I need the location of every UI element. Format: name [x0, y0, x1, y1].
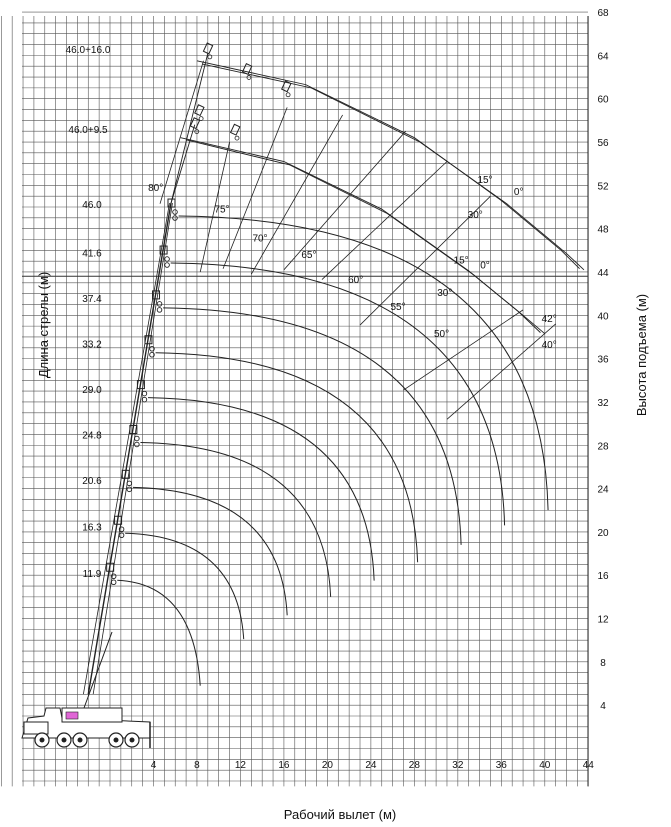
working-range-arc	[156, 353, 418, 562]
y-tick-label: 8	[600, 657, 606, 669]
hook-block	[127, 487, 132, 492]
y-tick-label: 68	[597, 8, 609, 20]
wheel-hub	[130, 738, 135, 743]
hook-block	[247, 75, 251, 79]
angle-label: 42°	[541, 313, 557, 325]
y-tick-label: 28	[597, 441, 609, 453]
angle-label: 0°	[480, 260, 490, 272]
hook-block	[157, 308, 162, 313]
boom-length-label: 16.3	[82, 522, 102, 534]
operator-cab	[66, 712, 78, 719]
hook-block	[165, 263, 170, 268]
y-tick-label: 12	[597, 614, 609, 626]
working-range-arc	[179, 216, 548, 510]
y-tick-label: 56	[597, 138, 609, 150]
y-tick-label: 64	[597, 51, 609, 63]
hook-block	[127, 481, 132, 486]
x-tick-label: 24	[365, 760, 377, 771]
angle-label: 80°	[148, 182, 164, 194]
x-tick-label: 40	[539, 760, 551, 771]
hook-block	[165, 257, 170, 262]
x-tick-label: 8	[194, 760, 200, 771]
x-tick-label: 16	[278, 760, 290, 771]
jib-head	[231, 124, 240, 135]
boom-length-label: 33.2	[82, 339, 102, 351]
x-tick-label: 32	[452, 760, 464, 771]
jib-config-label: 46.0+16.0	[65, 44, 111, 56]
angle-label: 65°	[301, 249, 317, 261]
x-tick-label: 4	[150, 760, 157, 771]
angle-label: 55°	[390, 301, 406, 313]
hook-block	[135, 436, 140, 441]
boom-length-label: 41.6	[82, 248, 102, 260]
y-tick-label: 20	[597, 527, 609, 539]
wheel-hub	[40, 738, 45, 743]
angle-label: 75°	[214, 204, 230, 216]
y-tick-label: 24	[597, 484, 609, 496]
jib-head	[195, 105, 204, 116]
wheel-hub	[114, 738, 119, 743]
y-axis-title-right: Высота подъема (м)	[634, 293, 649, 417]
angle-label: 30°	[467, 209, 483, 221]
hook-block	[157, 302, 162, 307]
jib-config-label: 46.0+9.5	[68, 125, 108, 137]
angle-label: 60°	[348, 274, 364, 286]
boom-length-label: 37.4	[82, 293, 102, 305]
y-axis-title-left: Длина стрелы (м)	[36, 271, 51, 379]
angle-label: 0°	[513, 187, 524, 199]
working-range-arc	[148, 398, 374, 581]
hook-block	[199, 117, 203, 121]
x-tick-label: 12	[234, 760, 247, 771]
y-tick-label: 4	[600, 701, 606, 713]
jib-curve	[181, 138, 541, 333]
x-tick-label: 44	[582, 760, 594, 771]
angle-label: 70°	[252, 233, 268, 245]
angle-label: 15°	[453, 255, 469, 267]
hook-block	[111, 580, 116, 585]
y-tick-label: 44	[597, 267, 609, 279]
y-tick-label: 60	[597, 94, 609, 106]
x-tick-label: 36	[495, 760, 507, 771]
driver-cab	[24, 722, 48, 734]
working-range-arc	[133, 487, 287, 615]
y-tick-label: 40	[597, 311, 609, 323]
hook-block	[286, 93, 290, 97]
y-tick-label: 36	[597, 354, 609, 366]
working-range-arc	[140, 442, 330, 596]
x-axis-title: Рабочий вылет (м)	[283, 807, 397, 822]
x-tick-label: 28	[408, 760, 420, 771]
y-tick-label: 16	[597, 571, 609, 583]
y-tick-label: 48	[597, 224, 609, 236]
wheel-hub	[62, 738, 67, 743]
boom-length-label: 46.0	[82, 199, 102, 211]
jib-strut	[171, 53, 208, 204]
boom-length-label: 20.6	[82, 475, 102, 487]
boom-length-label: 24.8	[82, 430, 102, 442]
working-range-arc	[117, 580, 200, 685]
jib-strut	[171, 125, 195, 204]
boom-angle-line	[322, 162, 447, 280]
x-tick-label: 20	[321, 760, 333, 771]
angle-label: 15°	[477, 175, 493, 187]
angle-label: 40°	[541, 339, 557, 351]
y-tick-label: 32	[597, 397, 609, 409]
wheel-hub	[78, 738, 83, 743]
boom-length-label: 29.0	[82, 384, 102, 396]
angle-label: 30°	[437, 287, 453, 299]
hook-block	[235, 136, 239, 140]
crane-truck	[22, 632, 150, 748]
y-tick-label: 52	[597, 181, 609, 193]
hook-block	[135, 442, 140, 447]
boom-length-label: 11.9	[82, 569, 102, 581]
hook-block	[119, 533, 124, 538]
angle-label: 50°	[433, 328, 450, 340]
